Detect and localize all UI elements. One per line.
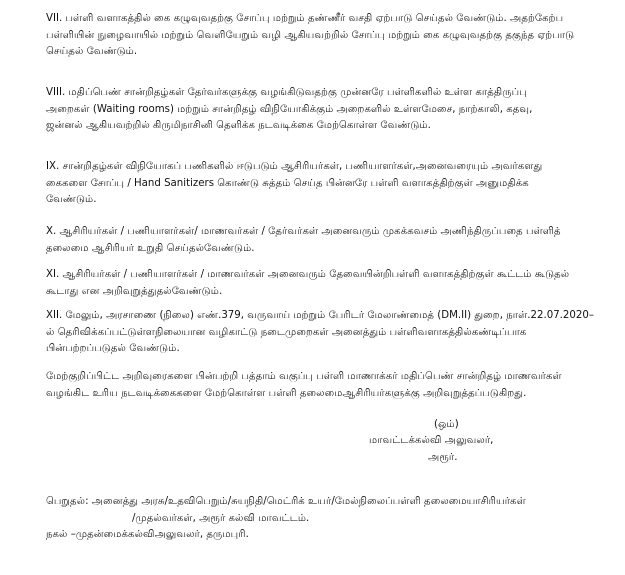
paragraph-line: VIII. மதிப்பெண் சான்றிதழ்கள் தேர்வர்களுக்கு வழங்கிடுவதற்கு முன்னரே பள்ளிகளில் உள்ள காத்திருப்பு [46,87,527,98]
paragraph-viii [46,85,606,135]
paragraph-line: பள்ளியின் நுழைவாயில் மற்றும் வெளியேறும் வழி ஆகியவற்றில் சோப்பு மற்றும் கை கழுவுவதற்கு தகுந்த ஏற்பாடு [46,29,575,41]
paragraph-vii [46,11,606,61]
copy-line: நகல் –முதன்மைக்கல்விஅலுவலர், தருமபுரி. [46,529,249,540]
paragraph-summary [46,369,606,402]
paragraph-ix [46,159,606,209]
paragraph-line: பின்பற்றப்படுதல் வேண்டும். [46,343,180,354]
paragraph-xi [46,267,606,300]
paragraph-line: IX. சான்றிதழ்கள் விநியோகப் பணிகளில் ஈடுபடும் ஆசிரியர்கள், பணியாளர்கள்,அனைவரையும் அவர்களது [46,161,543,172]
paragraph-line: மேற்குறிப்பிட்ட அறிவுரைகளை பின்பற்றி பத்தாம் வகுப்பு பள்ளி மாணாக்கர் மதிப்பெண் சான்றிதழ் மாணவர்கள் [46,371,562,382]
signature-place: அரூர். [428,452,458,463]
recipients-block [46,494,606,544]
signature-signed: (ஒம்) [434,419,459,430]
paragraph-line: வழங்கிட உரிய நடவடிக்கைகளை மேற்கொள்ள பள்ளி தலைமைஆசிரியர்களுக்கு அறிவுறுத்தப்படுகிறது. [46,387,527,399]
paragraph-x [46,224,606,257]
paragraph-line: கூடாது என அறிவுறுத்துதல்வேண்டும். [46,285,223,297]
recipients-line: /முதல்வர்கள், அரூர் கல்வி மாவட்டம். [132,512,310,524]
paragraph-line: ஜன்னல் ஆகியவற்றில் கிருமிநாசினி தெளிக்க நடவடிக்கை மேற்கொள்ள வேண்டும். [46,120,431,131]
paragraph-line: செய்தல் வேண்டும். [46,46,138,57]
paragraph-line: தலைமை ஆசிரியர் உறுதி செய்தல்வேண்டும். [46,242,255,254]
paragraph-line: XI. ஆசிரியர்கள் / பணியாளர்கள் / மாணவர்கள் அனைவரும் தேவையின்றிபள்ளி வளாகத்திற்குள் கூட்டம் கூடுதல் [46,269,570,280]
paragraph-line: XII. மேலும், அரசாணை (நிலை) எண்.379, வருவாய் மற்றும் பேரிடர் மேலாண்மைத் (DM.II) துறை, நாள்.22.07.2020– [46,310,594,321]
paragraph-xii [46,308,606,358]
signature-designation: மாவட்டக்கல்வி அலுவலர், [369,435,494,446]
paragraph-line: X. ஆசிரியர்கள் / பணியாளர்கள்/ மாணவர்கள் / தேர்வர்கள் அனைவரும் முகக்கவசம் அணிந்திருப்பதை பள்ளித் [46,226,561,237]
paragraph-line: VII. பள்ளி வளாகத்தில் கை கழுவுவதற்கு சோப்பு மற்றும் தண்ணீர் வசதி ஏற்பாடு செய்தல் வேண்டும். அதற்கேற்ப [46,13,564,24]
paragraph-line: ல் தெரிவிக்கப்பட்டுள்ளநிலையான வழிகாட்டு நடைமுறைகள் அனைத்தும் பள்ளிவளாகத்தில்கண்டிப்பாக [46,326,527,338]
paragraph-line: அறைகள் (Waiting rooms) மற்றும் சான்றிதழ் விநியோகிக்கும் அறைகளில் உள்ளமேசை, நாற்காலி, கதவு, [46,103,533,115]
recipients-line: பெறுதல்: அனைத்து அரசு/உதவிபெறும்/சுயநிதி/மெட்ரிக் உயர்/மேல்நிலைப்பள்ளி தலைமையாசிரியர்கள் [46,496,526,507]
paragraph-line: வேண்டும். [46,194,97,205]
paragraph-line: கைகளை சோப்பு / Hand Sanitizers கொண்டு சுத்தம் செய்த பின்னரே பள்ளி வளாகத்திற்குள் அனுமதிக்க [46,177,529,189]
